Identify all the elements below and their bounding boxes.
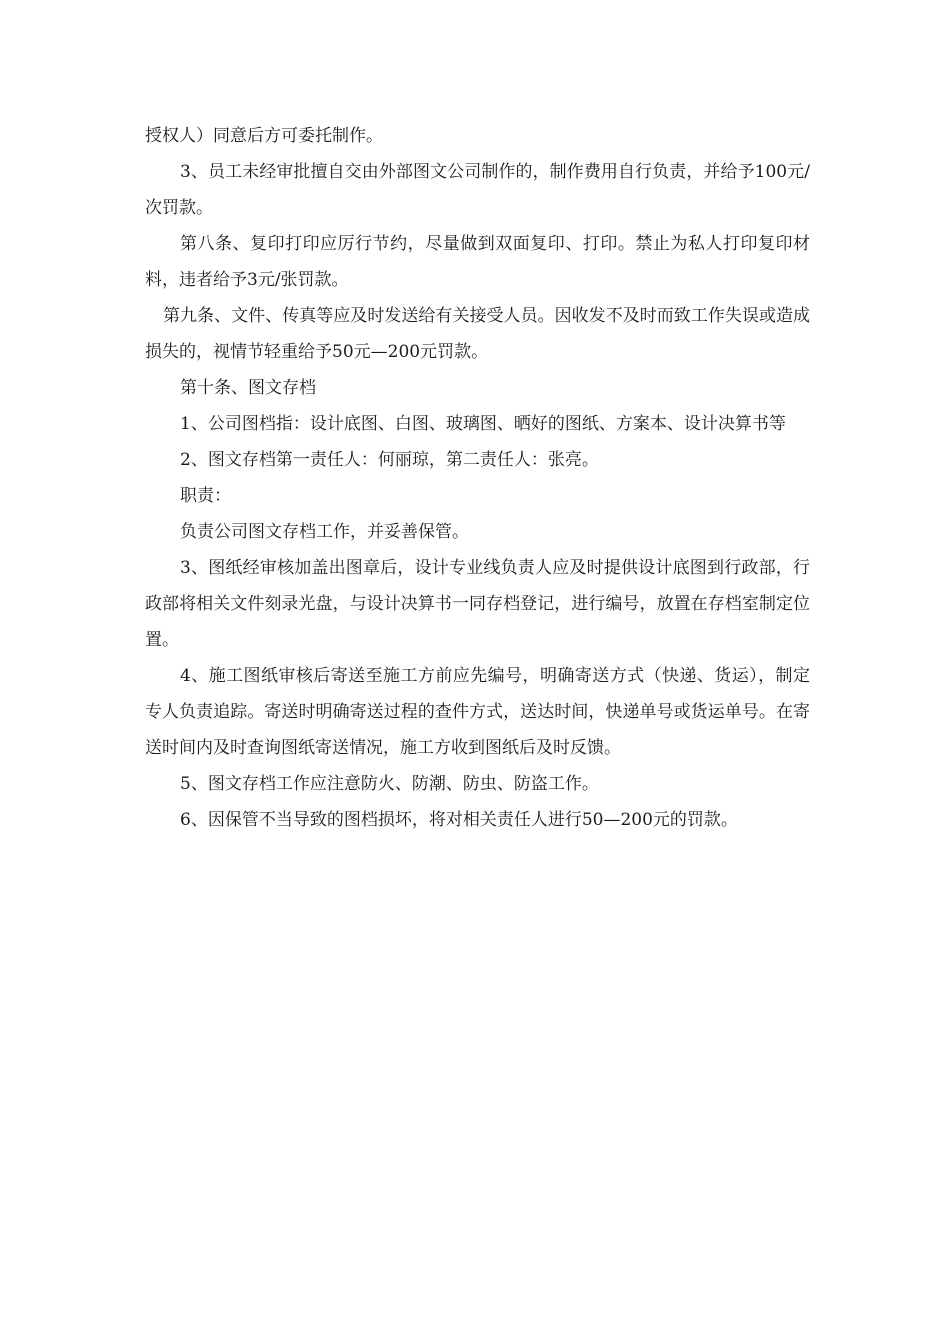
paragraph-archive-item-3: 3、图纸经审核加盖出图章后，设计专业线负责人应及时提供设计底图到行政部，行政部将相关文件刻录光盘，与设计决算书一同存档登记，进行编号，放置在存档室制定位置。 xyxy=(145,558,810,650)
document-body xyxy=(145,118,810,838)
paragraph-duties-text: 负责公司图文存档工作，并妥善保管。 xyxy=(180,522,469,542)
paragraph-archive-item-6: 6、因保管不当导致的图档损坏，将对相关责任人进行50—200元的罚款。 xyxy=(180,810,738,830)
paragraph-article-8: 第八条、复印打印应厉行节约，尽量做到双面复印、打印。禁止为私人打印复印材料，违者给予3元/张罚款。 xyxy=(145,234,810,290)
paragraph-continuation: 授权人）同意后方可委托制作。 xyxy=(145,126,383,146)
paragraph-article-9: 第九条、文件、传真等应及时发送给有关接受人员。因收发不及时而致工作失误或造成损失的，视情节轻重给予50元—200元罚款。 xyxy=(145,306,810,362)
paragraph-clause-3-unauthorized-production: 3、员工未经审批擅自交由外部图文公司制作的，制作费用自行负责，并给予100元/次罚款。 xyxy=(145,162,810,218)
paragraph-archive-item-2: 2、图文存档第一责任人：何丽琼，第二责任人：张亮。 xyxy=(180,450,599,470)
paragraph-archive-item-4: 4、施工图纸审核后寄送至施工方前应先编号，明确寄送方式（快递、货运），制定专人负责追踪。寄送时明确寄送过程的查件方式，送达时间，快递单号或货运单号。在寄送时间内及时查询图纸寄送情况，施工方收到图纸后及时反馈。 xyxy=(145,666,810,758)
paragraph-archive-item-1: 1、公司图档指：设计底图、白图、玻璃图、晒好的图纸、方案本、设计决算书等 xyxy=(180,414,786,434)
paragraph-archive-item-5: 5、图文存档工作应注意防火、防潮、防虫、防盗工作。 xyxy=(180,774,599,794)
paragraph-article-10-heading: 第十条、图文存档 xyxy=(180,378,316,398)
paragraph-duties-label: 职责： xyxy=(180,486,231,506)
